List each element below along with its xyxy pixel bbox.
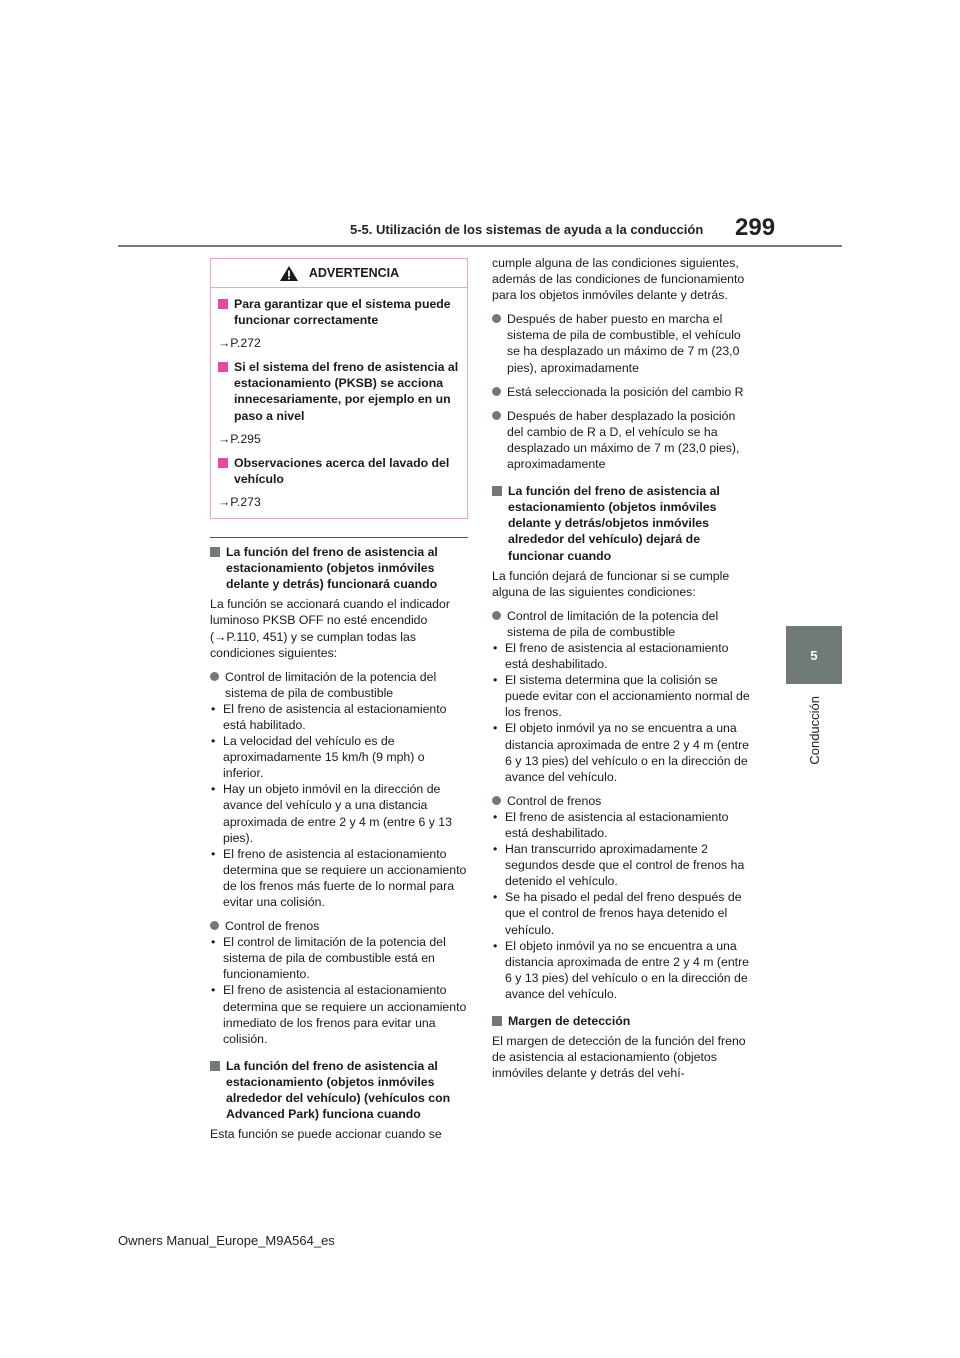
- bullet-item: • El sistema determina que la colisión se puede evitar con el accionamiento normal de los frenos.: [492, 672, 754, 720]
- bullet-item: • Han transcurrido aproximadamente 2 segundos desde que el control de frenos ha detenido el vehículo.: [492, 841, 754, 889]
- warning-header: [211, 259, 467, 288]
- condition-title: Después de haber puesto en marcha el sistema de pila de combustible, el vehículo se ha desplazado un máximo de 7 m (23,0 pies), aproximadamente: [507, 312, 741, 375]
- condition-title: Control de frenos: [225, 919, 320, 934]
- condition-item: [210, 918, 468, 1047]
- section-intro: Esta función se puede accionar cuando se: [210, 1127, 442, 1142]
- gray-circle-icon: [492, 387, 501, 396]
- warning-item: [211, 359, 467, 446]
- header-divider: [118, 245, 842, 247]
- pink-square-icon: [218, 362, 228, 372]
- bullet-item: • El freno de asistencia al estacionamiento está deshabilitado.: [492, 809, 754, 841]
- gray-square-icon: [210, 1061, 220, 1071]
- bullet-item: • La velocidad del vehículo es de aproximadamente 15 km/h (9 mph) o inferior.: [210, 733, 468, 781]
- condition-item: [492, 408, 754, 472]
- bullet-item: • El freno de asistencia al estacionamiento está deshabilitado.: [492, 640, 754, 672]
- warning-item-heading: Para garantizar que el sistema puede funcionar correctamente: [234, 297, 451, 328]
- condition-item: [492, 384, 754, 400]
- chapter-label: [786, 690, 842, 770]
- section-intro: La función se accionará cuando el indicador luminoso PKSB OFF no esté encendido (→P.110, 451) y se cumplan todas las condiciones siguientes:: [210, 597, 450, 660]
- condition-title: Después de haber desplazado la posición del cambio de R a D, el vehículo se ha desplazado un máximo de 7 m (23,0 pies), aproximadamente: [507, 408, 740, 472]
- chapter-tab[interactable]: [786, 626, 842, 684]
- bullet-item: • El freno de asistencia al estacionamiento está habilitado.: [210, 701, 468, 733]
- condition-item: [492, 311, 754, 375]
- section-header-title: 5-5. Utilización de los sistemas de ayuda a la conducción: [350, 222, 704, 237]
- left-column: [210, 258, 468, 1142]
- bullet-item: • Hay un objeto inmóvil en la dirección de avance del vehículo y a una distancia aproximada de entre 2 y 4 m (entre 6 y 13 pies).: [210, 781, 468, 845]
- section-intro: La función dejará de funcionar si se cumple alguna de las siguientes condiciones:: [492, 568, 730, 599]
- gray-circle-icon: [492, 796, 501, 805]
- chapter-number: 5: [810, 647, 818, 663]
- section-heading: [210, 1058, 468, 1122]
- section-heading: [492, 1013, 754, 1029]
- section-heading-text: La función del freno de asistencia al estacionamiento (objetos inmóviles alrededor del vehículo) (vehículos con Advanced Park) funciona cuando: [226, 1058, 451, 1122]
- warning-box: [210, 258, 468, 519]
- section-divider: [210, 537, 468, 538]
- warning-triangle-icon: [279, 265, 299, 282]
- gray-square-icon: [492, 486, 502, 496]
- gray-circle-icon: [210, 672, 219, 681]
- page-reference-link[interactable]: →P.295: [218, 431, 261, 446]
- footer-text: Owners Manual_Europe_M9A564_es: [118, 1233, 335, 1248]
- gray-circle-icon: [492, 611, 501, 620]
- condition-title: Control de frenos: [507, 793, 602, 808]
- page-reference-link[interactable]: →P.272: [218, 336, 261, 351]
- section-heading: [492, 483, 754, 563]
- bullet-list: [507, 640, 754, 785]
- condition-title: Control de limitación de la potencia del sistema de pila de combustible: [507, 608, 719, 639]
- pink-square-icon: [218, 458, 228, 468]
- condition-title: Está seleccionada la posición del cambio R: [507, 384, 744, 399]
- warning-item-heading: Observaciones acerca del lavado del vehículo: [234, 455, 450, 486]
- gray-circle-icon: [492, 411, 501, 420]
- condition-item: [492, 608, 754, 785]
- gray-circle-icon: [210, 921, 219, 930]
- section-heading: [210, 544, 468, 592]
- bullet-item: • El objeto inmóvil ya no se encuentra a una distancia aproximada de entre 2 y 4 m (entre 6 y 13 pies) del vehículo o en la dirección de avance del vehículo.: [492, 938, 754, 1002]
- condition-title: Control de limitación de la potencia del sistema de pila de combustible: [225, 669, 437, 700]
- continuation-text: cumple alguna de las condiciones siguientes, además de las condiciones de funcionamiento para los objetos inmóviles delante y detrás.: [492, 256, 745, 303]
- pink-square-icon: [218, 299, 228, 309]
- condition-item: [492, 793, 754, 1002]
- page-reference-link[interactable]: →P.273: [218, 494, 261, 509]
- bullet-item: • El freno de asistencia al estacionamiento determina que se requiere un accionamiento inmediato de los frenos para evitar una colisión.: [210, 982, 468, 1046]
- bullet-list: [225, 701, 468, 910]
- warning-item: [211, 455, 467, 510]
- section-heading-text: Margen de detección: [508, 1014, 631, 1029]
- warning-item: [211, 296, 467, 351]
- gray-square-icon: [492, 1016, 502, 1026]
- warning-title: ADVERTENCIA: [308, 265, 400, 280]
- section-intro: El margen de detección de la función del freno de asistencia al estacionamiento (objetos inmóviles delante y detrás del vehí-: [492, 1034, 746, 1081]
- chapter-label-text: Conducción: [806, 695, 822, 765]
- section-heading-text: La función del freno de asistencia al estacionamiento (objetos inmóviles delante y detrás) funcionará cuando: [226, 545, 438, 592]
- gray-square-icon: [210, 547, 220, 557]
- bullet-item: • Se ha pisado el pedal del freno después de que el control de frenos haya detenido el vehículo.: [492, 889, 754, 937]
- condition-item: [210, 669, 468, 910]
- bullet-list: [507, 809, 754, 1002]
- right-column: [492, 255, 754, 1081]
- warning-item-heading: Si el sistema del freno de asistencia al estacionamiento (PKSB) se acciona innecesariamente, por ejemplo en un paso a nivel: [234, 360, 459, 423]
- bullet-item: • El freno de asistencia al estacionamiento determina que se requiere un accionamiento de los frenos más fuerte de lo normal para evitar una colisión.: [210, 846, 468, 910]
- page-number: 299: [735, 214, 776, 241]
- section-heading-text: La función del freno de asistencia al estacionamiento (objetos inmóviles delante y detrás/objetos inmóviles alrededor del vehículo) dejará de funcionar cuando: [508, 484, 720, 563]
- gray-circle-icon: [492, 314, 501, 323]
- bullet-item: • El control de limitación de la potencia del sistema de pila de combustible está en funcionamiento.: [210, 934, 468, 982]
- bullet-item: • El objeto inmóvil ya no se encuentra a una distancia aproximada de entre 2 y 4 m (entre 6 y 13 pies) del vehículo o en la dirección de avance del vehículo.: [492, 720, 754, 784]
- bullet-list: [225, 934, 468, 1047]
